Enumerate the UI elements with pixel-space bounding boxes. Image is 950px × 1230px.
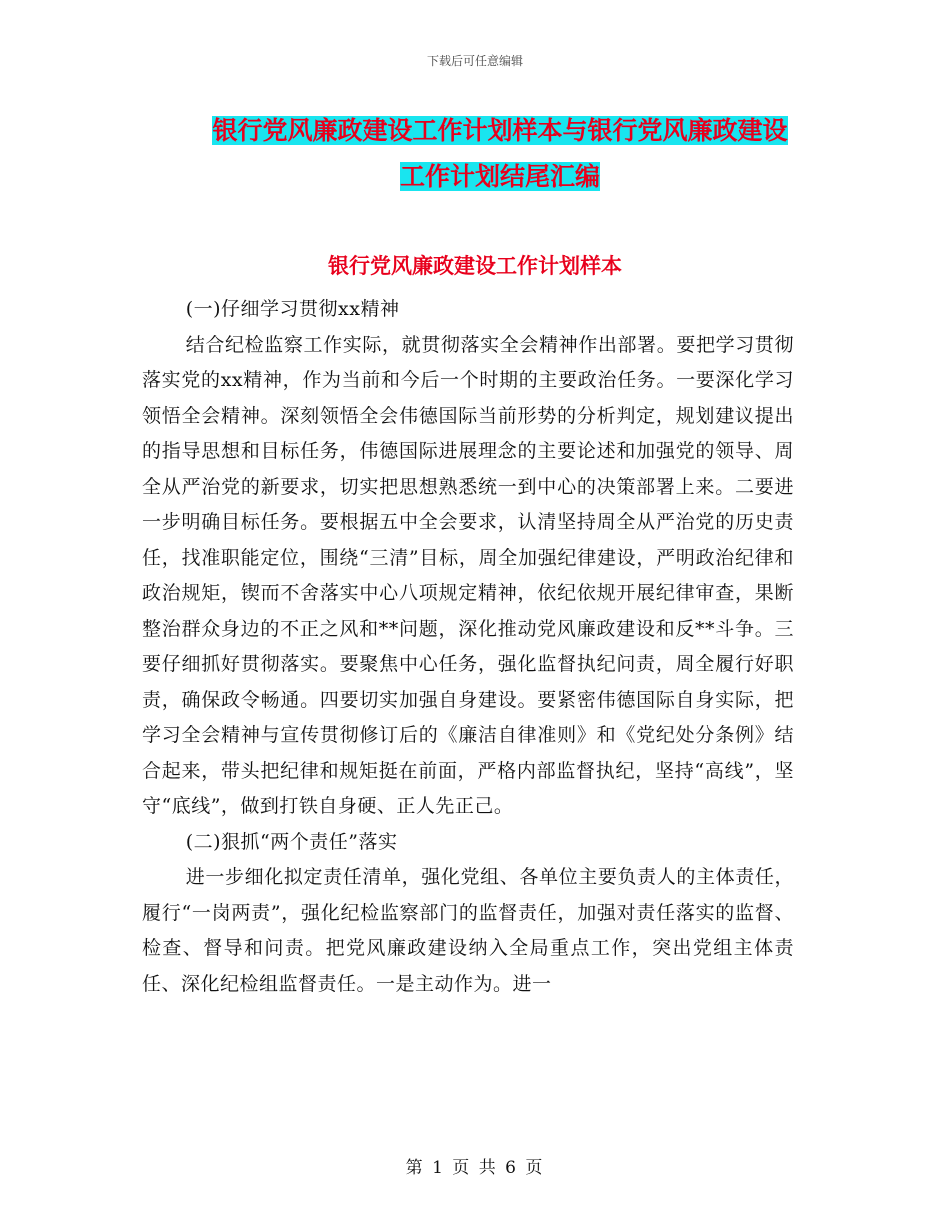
section-title: 银行党风廉政建设工作计划样本: [328, 254, 622, 278]
document-title-line-1: 银行党风廉政建设工作计划样本与银行党风廉政建设: [212, 116, 788, 145]
subheading-1: (一)仔细学习贯彻xx精神: [185, 298, 400, 320]
document-body: [142, 292, 794, 1002]
page-number: 第 1 页 共 6 页: [405, 1158, 545, 1178]
paragraph-1: 结合纪检监察工作实际，就贯彻落实全会精神作出部署。要把学习贯彻落实党的xx精神，作为当前和今后一个时期的主要政治任务。一要深化学习领悟全会精神。深刻领悟全会伟德国际当前形势的分析判定，规划建议提出的指导思想和目标任务，伟德国际进展理念的主要论述和加强党的领导、周全从严治党的新要求，切实把思想熟悉统一到中心的决策部署上来。二要进一步明确目标任务。要根据五中全会要求，认清坚持周全从严治党的历史责任，找准职能定位，围绕“三清”目标，周全加强纪律建设，严明政治纪律和政治规矩，锲而不舍落实中心八项规定精神，依纪依规开展纪律审查，果断整治群众身边的不正之风和**问题，深化推动党风廉政建设和反**斗争。三要仔细抓好贯彻落实。要聚焦中心任务，强化监督执纪问责，周全履行好职责，确保政令畅通。四要切实加强自身建设。要紧密伟德国际自身实际，把学习全会精神与宣传贯彻修订后的《廉洁自律准则》和《党纪处分条例》结合起来，带头把纪律和规矩挺在前面，严格内部监督执纪，坚持“高线”，坚守“底线”，做到打铁自身硬、正人先正己。: [142, 333, 794, 817]
subheading-2: (二)狠抓“两个责任”落实: [185, 830, 398, 853]
document-title: [140, 108, 860, 200]
paragraph-2: 进一步细化拟定责任清单，强化党组、各单位主要负责人的主体责任，履行“一岗两责”，强化纪检监察部门的监督责任，加强对责任落实的监督、检查、督导和问责。把党风廉政建设纳入全局重点工作，突出党组主体责任、深化纪检组监督责任。一是主动作为。进一: [142, 866, 794, 995]
header-note: 下载后可任意编辑: [426, 54, 523, 68]
document-title-line-2: 工作计划结尾汇编: [399, 162, 600, 191]
